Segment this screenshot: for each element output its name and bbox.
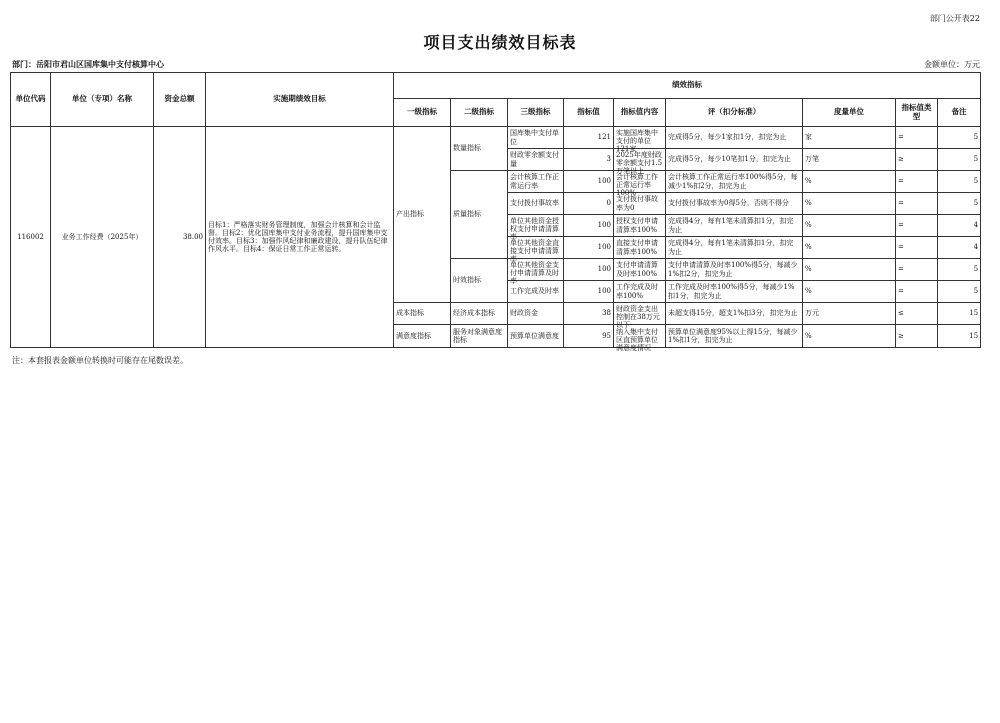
level2-timeliness-cell: 时效指标 [451, 259, 508, 303]
measure-unit-cell: % [803, 259, 896, 281]
remark-cell: 5 [938, 193, 981, 215]
remark-cell: 5 [938, 171, 981, 193]
measure-unit-cell: % [803, 237, 896, 259]
value-type-cell: = [896, 215, 938, 237]
level3-cell: 财政资金 [508, 303, 564, 325]
value-type-cell: = [896, 281, 938, 303]
level2-service-satisfaction-cell: 服务对象满意度指标 [451, 325, 508, 348]
department-label: 部门：岳阳市君山区国库集中支付核算中心 [12, 59, 164, 69]
document-title: 项目支出绩效目标表 [423, 33, 577, 52]
remark-cell: 4 [938, 237, 981, 259]
col-level2: 二级指标 [451, 99, 508, 127]
col-target-content: 指标值内容 [614, 99, 666, 127]
level3-cell: 单位其他资金支付申请清算及时率 [508, 259, 564, 281]
target-value-cell: 121 [564, 127, 614, 149]
col-remark: 备注 [938, 99, 981, 127]
target-value-cell: 95 [564, 325, 614, 348]
level3-cell: 会计核算工作正常运行率 [508, 171, 564, 193]
value-type-cell: = [896, 127, 938, 149]
level2-quantity-cell: 数量指标 [451, 127, 508, 171]
measure-unit-cell: % [803, 215, 896, 237]
level3-cell: 支付拨付事故率 [508, 193, 564, 215]
value-type-cell: = [896, 259, 938, 281]
level2-econ-cost-cell: 经济成本指标 [451, 303, 508, 325]
measure-unit-cell: % [803, 193, 896, 215]
scoring-cell: 支付拨付事故率为0得5分，否则不得分 [666, 193, 803, 215]
value-type-cell: ≥ [896, 325, 938, 348]
header-row-1 [11, 73, 981, 99]
table-row [11, 127, 981, 149]
measure-unit-cell: % [803, 325, 896, 348]
col-level3: 三级指标 [508, 99, 564, 127]
target-content-cell: 授权支付申请清算率100% [614, 215, 666, 237]
col-target-value: 指标值 [564, 99, 614, 127]
col-level1: 一级指标 [394, 99, 451, 127]
scoring-cell: 完成得4分，每有1笔未清算扣1分，扣完为止 [666, 215, 803, 237]
col-unit-code: 单位代码 [11, 73, 51, 127]
target-content-cell: 支付申请清算及时率100% [614, 259, 666, 281]
level2-quality-cell: 质量指标 [451, 171, 508, 259]
unit-name-cell: 业务工作经费（2025年） [51, 127, 154, 348]
level3-cell: 预算单位满意度 [508, 325, 564, 348]
col-unit-name: 单位（专项）名称 [51, 73, 154, 127]
unit-code-cell: 116002 [11, 127, 51, 348]
target-value-cell: 38 [564, 303, 614, 325]
remark-cell: 15 [938, 325, 981, 348]
col-scoring: 评（扣分标准） [666, 99, 803, 127]
scoring-cell: 支付申请清算及时率100%得5分，每减少1%扣2分，扣完为止 [666, 259, 803, 281]
remark-cell: 5 [938, 281, 981, 303]
level1-satisfaction-cell: 满意度指标 [394, 325, 451, 348]
target-value-cell: 3 [564, 149, 614, 171]
footer-note: 注：本套报表金额单位转换时可能存在尾数误差。 [12, 356, 188, 365]
col-perf-indicators: 绩效指标 [394, 73, 981, 99]
remark-cell: 15 [938, 303, 981, 325]
level3-cell: 国库集中支付单位 [508, 127, 564, 149]
target-content-cell: 财政资金支出控制在38万元以下 [614, 303, 666, 325]
target-value-cell: 100 [564, 281, 614, 303]
remark-cell: 5 [938, 149, 981, 171]
scoring-cell: 会计核算工作正常运行率100%得5分，每减少1%扣2分，扣完为止 [666, 171, 803, 193]
target-content-cell: 会计核算工作正常运行率100% [614, 171, 666, 193]
measure-unit-cell: % [803, 171, 896, 193]
level3-cell: 工作完成及时率 [508, 281, 564, 303]
scoring-cell: 完成得4分，每有1笔未清算扣1分，扣完为止 [666, 237, 803, 259]
level3-cell: 单位其他资金直接支付申请清算率 [508, 237, 564, 259]
target-content-cell: 直接支付申请清算率100% [614, 237, 666, 259]
scoring-cell: 完成得5分，每少10笔扣1分，扣完为止 [666, 149, 803, 171]
target-value-cell: 0 [564, 193, 614, 215]
col-total-funds: 资金总额 [154, 73, 206, 127]
target-content-cell: 支付拨付事故率为0 [614, 193, 666, 215]
value-type-cell: ≥ [896, 149, 938, 171]
value-type-cell: ≤ [896, 303, 938, 325]
scoring-cell: 工作完成及时率100%得5分，每减少1%扣1分，扣完为止 [666, 281, 803, 303]
value-type-cell: = [896, 171, 938, 193]
target-content-cell: 2025年度财政零余额支付1.5万笔以上 [614, 149, 666, 171]
level1-output-cell: 产出指标 [394, 127, 451, 303]
remark-cell: 5 [938, 259, 981, 281]
value-type-cell: = [896, 193, 938, 215]
remark-cell: 4 [938, 215, 981, 237]
remark-cell: 5 [938, 127, 981, 149]
measure-unit-cell: 万笔 [803, 149, 896, 171]
target-content-cell: 实施国库集中支付的单位121家 [614, 127, 666, 149]
target-value-cell: 100 [564, 215, 614, 237]
goal-cell: 目标1：严格落实财务管理制度，加强会计核算和会计监督。目标2：优化国库集中支付业务流程，提升国库集中支付效率。目标3：加强作风纪律和廉政建设，提升队伍纪律作风水平。目标4：保证日常工作正常运转。 [206, 127, 394, 348]
performance-table [10, 72, 981, 352]
target-value-cell: 100 [564, 259, 614, 281]
measure-unit-cell: 家 [803, 127, 896, 149]
level1-cost-cell: 成本指标 [394, 303, 451, 325]
amount-unit-label: 金额单位：万元 [924, 60, 980, 69]
col-value-type: 指标值类型 [896, 99, 938, 127]
target-value-cell: 100 [564, 171, 614, 193]
value-type-cell: = [896, 237, 938, 259]
form-code: 部门公开表22 [929, 14, 980, 23]
target-content-cell: 纳入集中支付区直预算单位满意度情况 [614, 325, 666, 348]
scoring-cell: 未超支得15分，超支1%扣3分，扣完为止 [666, 303, 803, 325]
col-measure-unit: 度量单位 [803, 99, 896, 127]
level3-cell: 单位其他资金授权支付申请清算率 [508, 215, 564, 237]
target-content-cell: 工作完成及时率100% [614, 281, 666, 303]
col-period-goal: 实施期绩效目标 [206, 73, 394, 127]
measure-unit-cell: 万元 [803, 303, 896, 325]
total-funds-cell: 38.00 [154, 127, 206, 348]
scoring-cell: 完成得5分，每少1家扣1分，扣完为止 [666, 127, 803, 149]
measure-unit-cell: % [803, 281, 896, 303]
target-value-cell: 100 [564, 237, 614, 259]
level3-cell: 财政零余额支付量 [508, 149, 564, 171]
scoring-cell: 预算单位满意度95%以上得15分，每减少1%扣1分，扣完为止 [666, 325, 803, 348]
